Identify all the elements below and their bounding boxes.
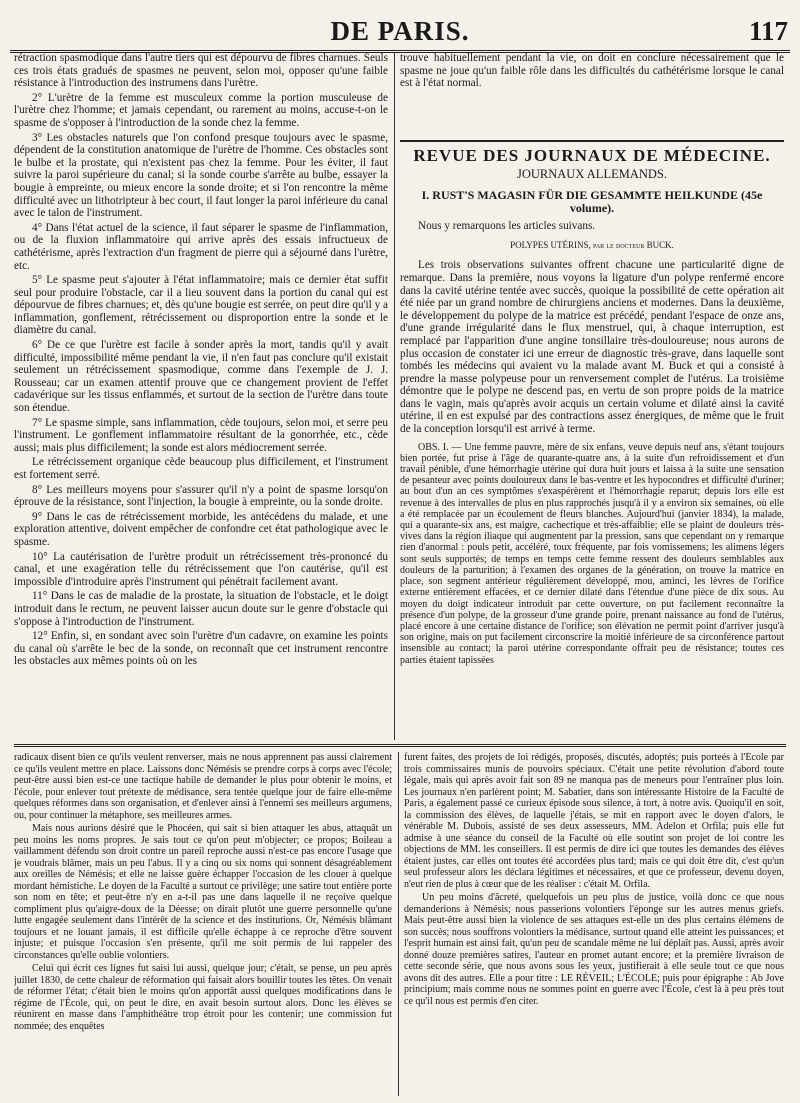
bottom-left-paragraph: Mais nous aurions désiré que le Phocéen, qui sait si bien attaquer les abus, attaquât un peu moins les noms propres. Je sais tout ce qu'on peut m'objecter; ce propos; Boileau a vaillamment défendu son droit contre un pareil reproche aussi n'est-ce pas encore l'usage que je voudrais blâmer, mais un peu l'abus. Il y a cinq ou six noms qui sonnent désagréablement aux oreilles de Némésis; et elle ne laisse guère échapper l'occasion de les clouer à quelque mordant hémistiche. Le doyen de la Faculté a surtout ce privilège; une satire tout entière porte son nom en tête; et peut-être n'y en a-t-il pas une dans laquelle il ne reçoive quelque compliment plus qu'aigre-doux de la Déesse; on dirait plutôt une guerre personnelle qu'une lutte engagée seulement dans l'intérêt de la science et des institutions. Or, Némésis blâmant toujours et ne louant jamais, il est difficile qu'elle échappe à ce reproche d'être souvent injuste; et puisque l'occasion s'en présente, qu'il me soit permis de lui rappeler des circonstances qu'elle oublie volontiers. [14,823,392,961]
article-intro: Nous y remarquons les articles suivans. [418,220,596,233]
bottom-right-paragraph: Un peu moins d'âcreté, quelquefois un peu plus de justice, voilà donc ce que nous demanderions à Némésis; nous passerions volontiers l'éponge sur les autres menus griefs. Mais peut-être aussi bien la violence de ses attaques est-elle un des plus certains élémens de son succès; nous souffrons volontiers la médisance, surtout quand elle atteint les puissances; et l'esprit humain est ainsi fait, qu'un peu de scandale même ne lui déplaît pas. Aussi, après avoir donné douze premières satires, l'auteur en promet autant encore; et la première livraison de cette seconde série, que nous avons sous les yeux, justifierait à elle seule tout ce que nous avons dit des autres. Elle a pour titre : LE RÉVEIL; L'ÉCOLE; puis pour épigraphe : Ab Jove principium; mais comme nous ne sommes point en guerre avec l'École, c'est là à peu près tout ce qu'il nous est permis d'en citer. [404,892,784,1007]
sub-title: JOURNAUX ALLEMANDS. [516,167,667,182]
bottom-right-paragraph: furent faites, des projets de loi rédigés, proposés, discutés, adoptés; puis porteés à l'École par trois commissaires munis de pouvoirs spéciaux. C'était une petite révolution d'abord toute légale, mais qui après avoir fait son 89 ne manqua pas de meneurs pour l'entraîner plus loin. Les journaux n'en parlèrent point; M. Sabatier, dans son intéressante Histoire de la Faculté de Paris, a également passé ce curieux épisode sous silence, à tort, à notre avis. Quoiqu'il en soit, la commission des élèves, de laquelle j'étais, se mit en rapport avec le doyen d'alors, le vénérable M. Dubois, assisté de ses deux assesseurs, MM. Adelon et Orfila; puis elle fut admise à une séance du conseil de la Faculté où elle soutint son projet de loi contre les objections de MM. les conseillers. Il est permis de dire ici que toutes les demandes des élèves étaient justes, car elles ont toutes été accordées plus tard; mais ce qui doit être dit, c'est qu'un seul professeur alors les déclara légitimes et nécessaires, et que ce professeur, devenu doyen, n'eut rien de plus à cœur que de les réaliser : c'était M. Orfila. [404,752,784,890]
bottom-right-column [404,752,784,1098]
left-paragraph: 4° Dans l'état actuel de la science, il faut séparer le spasme de l'inflammation, ou de la fluxion inflammatoire qui arrive après des essais infructueux de cathétérisme, après l'extraction d'un fragment de pierre qui a séjourné dans l'urètre, etc. [14,221,388,272]
left-paragraph: 6° De ce que l'urètre est facile à sonder après la mort, tandis qu'il y avait difficulté, impossibilité même pendant la vie, il n'en faut pas conclure qu'il existait seulement un rétrécissement spasmodique, comme dans l'exemple de J. J. Rousseau; car un examen attentif prouve que ce changement provient de l'effet cadavérique sur les tissus enflammés, et surtout de la section de l'urètre dans toute son étendue. [14,339,388,415]
left-column [14,52,388,742]
page-header [10,8,790,53]
left-paragraph: rétraction spasmodique dans l'autre tiers qui est dépourvu de fibres charnues. Seuls ces trois états gradués de spasmes ne peuvent, selon moi, opposer qu'une faible résistance à l'introduction des instrumens dans l'urètre. [14,52,388,90]
right-paragraph: Les trois observations suivantes offrent chacune une particularité digne de remarque. Dans la première, nous voyons la ligature d'un polype renfermé encore dans la cavité utérine tentée avec succès, quoique la possibilité de cette opération ait été niée par un grand nombre de chirurgiens anciens et modernes. Dans la deuxième, le développement du polype de la matrice est précédé, pendant l'espace de onze ans, d'une grande irrégularité dans le flux menstruel, qui, à chaque interruption, est remplacé par l'apparition d'une angine tonsillaire très-douloureuse; nous aurons de plus occasion de constater ici une erreur de diagnostic très-grave, dans laquelle sont tombés les médecins qui avaient vu la malade avant M. Buck et qui a consisté à prendre la masse polypeuse pour un renversement complet de l'utérus. La troisième démontre que le polype ne descend pas, en vertu de son propre poids de la matrice dans le vagin, mais qu'après avoir acquis un certain volume et dilaté ainsi la cavité utérine, il en est expulsé par des contractions assez énergiques, de même que le fruit de la conception lorsqu'il est arrivé à terme. [400,259,784,436]
left-paragraph: 5° Le spasme peut s'ajouter à l'état inflammatoire; mais ce dernier état suffit seul pour produire l'obstacle, car il a lieu souvent dans la portion du canal qui est dépourvue de fibres charnues; et, dès qu'une bougie est serrée, on peut dire qu'il y a inflammation, gonflement, rétrécissement ou disproportion entre la sonde et le diamètre du canal. [14,274,388,337]
page-number: 117 [748,16,788,46]
left-paragraph: 9° Dans le cas de rétrécissement morbide, les antécédens du malade, et une exploration attentive, doivent empêcher de confondre cet état pathologique avec le spasme. [14,510,388,548]
left-paragraph: 11° Dans le cas de maladie de la prostate, la situation de l'obstacle, et le doigt introduit dans le rectum, ne peuvent laisser aucun doute sur le genre d'obstacle qui s'oppose à l'introduction de l'instrument. [14,590,388,628]
left-paragraph: 12° Enfin, si, en sondant avec soin l'urètre d'un cadavre, on examine les points du canal où s'arrête le bec de la sonde, on reconnaît que cet instrument rencontre les obstacles aux mêmes points où on les [14,630,388,668]
article-title: I. RUST'S MAGASIN FÜR DIE GESAMMTE HEILKUNDE (45e volume). [421,187,763,215]
header-title: DE PARIS. [330,16,470,46]
left-paragraph: 8° Les meilleurs moyens pour s'assurer qu'il n'y a point de spasme lorsqu'on éprouve de la résistance, sont l'injection, la bougie à empreinte, ou la sonde droite. [14,483,388,509]
left-paragraph: 3° Les obstacles naturels que l'on confond presque toujours avec le spasme, dépendent de la constitution anatomique de l'urètre de l'homme. Ces obstacles sont le bulbe et la prostate, qui n'existent pas chez la femme. Pour les éviter, il faut suivre la paroi supérieure du canal; si la sonde courbe s'arrête au bulbe, essayer la bougie à empreinte, ou mieux encore la sonde droite; et si l'on rencontre la même difficulté avec un lithotripteur à bec court, il faut longer la paroi inférieure du canal avec le talon de l'instrument. [14,131,388,220]
left-paragraph: 7° Le spasme simple, sans inflammation, cède toujours, selon moi, et serre peu l'instrument. Le gonflement inflammatoire résultant de la gonorrhée, etc., cède aussi; mais plus difficilement; la sonde est alors médiocrement serrée. [14,416,388,454]
bottom-left-paragraph: Celui qui écrit ces lignes fut saisi lui aussi, quelque jour; c'était, se pense, un peu après juillet 1830, de cette chaleur de réformation qui faisait alors bouillir toutes les têtes. On venait de réformer l'état; c'était bien le moins qu'on apportât aussi quelques modifications dans le régime de l'École, qui, on peut le dire, en avait besoin surtout alors. Donc les élèves se réunirent en masse dans l'amphithéâtre trop étroit pour les contenir; une commission fut nommée; des enquêtes [14,963,392,1032]
right-column [400,52,784,742]
section-divider [14,744,786,747]
bottom-left-paragraph: radicaux disent bien ce qu'ils veulent renverser, mais ne nous apprennent pas aussi clairement ce qu'ils veulent mettre en place. Laissons donc Némésis se prendre corps à corps avec l'école; peut-être aussi bien est-ce une tactique habile de demander le plus pour obtenir le moins, et l'école, pour enlever tout prétexte de médisance, sera tentée quelque jour de faire elle-même quelques réformes dans son organisation, et d'enlever ainsi à l'ennemi ses meilleurs argumens, ou, pour continuer la métaphore, ses meilleures armes. [14,752,392,821]
observation-paragraph: OBS. I. — Une femme pauvre, mère de six enfans, veuve depuis neuf ans, s'étant toujours bien portée, fut prise à l'âge de quarante-quatre ans, à la suite d'un refroidissement et d'un travail pénible, d'une hémorrhagie utérine qui dura huit jours et laissa à la suite une sensation de pesanteur avec points douloureux dans le bas-ventre et les hypocondres et difficulté d'uriner; au bout d'un an ces symptômes s'exaspérèrent et l'hémorrhagie reparut; depuis lors elle est revenue à des intervalles de plus en plus rapprochés jusqu'à il y a environ six semaines, où elle a été remplacée par un écoulement de fleurs blanches. Aujourd'hui (janvier 1834), la malade, qui a quarante-six ans, est maigre, cachectique et très-affaiblie; elle se plaint de douleurs très-vives dans la région iliaque qui augmentent par la pression, sans que cependant on y remarque rien d'anormal : pouls petit, accéléré, toux fréquente, par fois vomissemens; les alimens légers sont seuls supportés; de temps en temps cette femme ressent des douleurs semblables aux douleurs de la parturition; à l'examen des organes de la génération, on trouve la matrice en place, son segment antérieur régulièrement développé, mou, aminci, les lèvres de l'orifice externe entièrement effacées, et ce dernier dilaté dans l'étendue d'une pièce de dix sous. Au moyen du doigt indicateur introduit par cette ouverture, on put facilement reconnaître la présence d'un polype, de la grosseur d'une grande poire, prenant naissance au fond de l'utérus, placé encore à une certaine distance de l'orifice; son élévation ne permit point d'arriver jusqu'à son origine, mais on put facilement circonscrire la moitié inférieure de sa circonférence partout insensible au contact; la paroi utérine correspondante offrait peu de résistance; toutes ces parties étaient tapissées [400,441,784,666]
column-divider-bottom [398,752,399,1096]
bottom-left-column [14,752,392,1098]
column-divider [394,52,395,740]
right-intro: trouve habituellement pendant la vie, on doit en conclure nécessairement que le spasme ne joue qu'un faible rôle dans les difficultés du cathétérisme lorsque le canal est à l'état normal. [400,52,784,90]
left-paragraph: 10° La cautérisation de l'urètre produit un rétrécissement très-prononcé du canal, et une exagération telle du rétrécissement que l'on cautérise, qu'il est impossible d'introduire après l'instrument qui pénétrait facilement avant. [14,550,388,588]
revue-title: REVUE DES JOURNAUX DE MÉDECINE. [400,140,784,163]
left-paragraph: Le rétrécissement organique cède beaucoup plus difficilement, et l'instrument est fortement serré. [14,456,388,481]
section-title: POLYPES UTÉRINS, par le docteur BUCK. [510,239,674,250]
left-paragraph: 2° L'urètre de la femme est musculeux comme la portion musculeuse de l'urètre chez l'homme; et jamais cependant, ou rarement au moins, accuse-t-on le spasme de s'opposer à l'introduction de la sonde chez la femme. [14,91,388,129]
